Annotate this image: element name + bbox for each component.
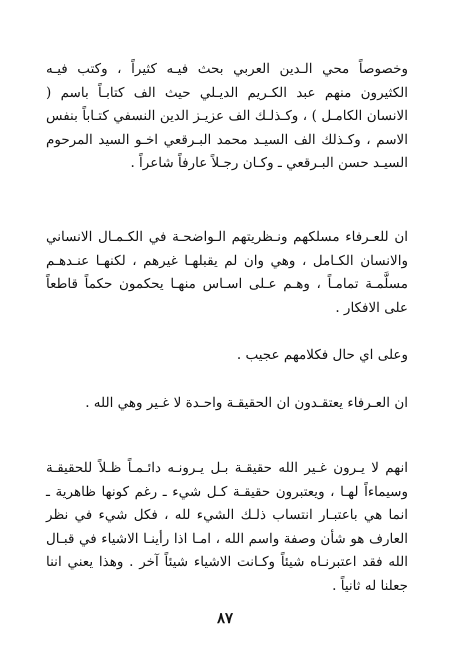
paragraph-mystics-approach: ان للعـرفاء مسلكهم ونـظريتهم الـواضحـة في الكـمـال الانساني والانسان الكـامل ، وهي وان لم يقبلهـا غيرهم ، لكنهـا عنـدهـم مسلَّمـة تمامـاً ، وهـم عـلى اسـاس منهـا يحكمون حكماً قاطعاً على الافكار . <box>46 229 408 316</box>
paragraph-one-truth: ان العـرفاء يعتقـدون ان الحقيقـة واحـدة لا غـير وهي الله . <box>85 395 408 411</box>
paragraph-mystics-authors: وخصوصاً محي الـدين العربي بحث فيـه كثيراً ، وكتب فيـه الكثيرون منهم عبد الكـريم الديـلي حيث الف كتابـاً باسم ( الانسان الكامـل ) ، وكـذلـك الف عزيـز الدين النسفي كتـاباً بنفس الاسم ، وكـذلك الف السيـد محمد البـرقعي اخـو السيد المرحوم السيـد حسن البـرقعي ـ وكـان رجـلاً عارفاً شاعراً . <box>46 61 408 171</box>
page-number: ٨٧ <box>216 609 234 627</box>
paragraph-shadow-of-truth: انهم لا يـرون غـير الله حقيقـة بـل يـرونـه دائـمـاً ظـلاً للحقيقـة وسيماءاً لهـا ، ويعتبرون حقيقـة كـل شيء ـ رغم كونها ظاهرية ـ انما هي باعتبـار انتساب ذلـك الشيء لله ، فكل شيء في نظر العارف هو شأن وصفة واسم الله ، امـا اذا رأينـا الاشياء في قبـال الله فقد اعتبرنـاه شيئاً وكـانت الاشياء شيئاً آخر . وهذا يعني اننا جعلنا له ثانياً . <box>46 460 408 594</box>
paragraph-strange-speech: وعلى اي حال فكلامهم عجيب . <box>236 347 408 363</box>
